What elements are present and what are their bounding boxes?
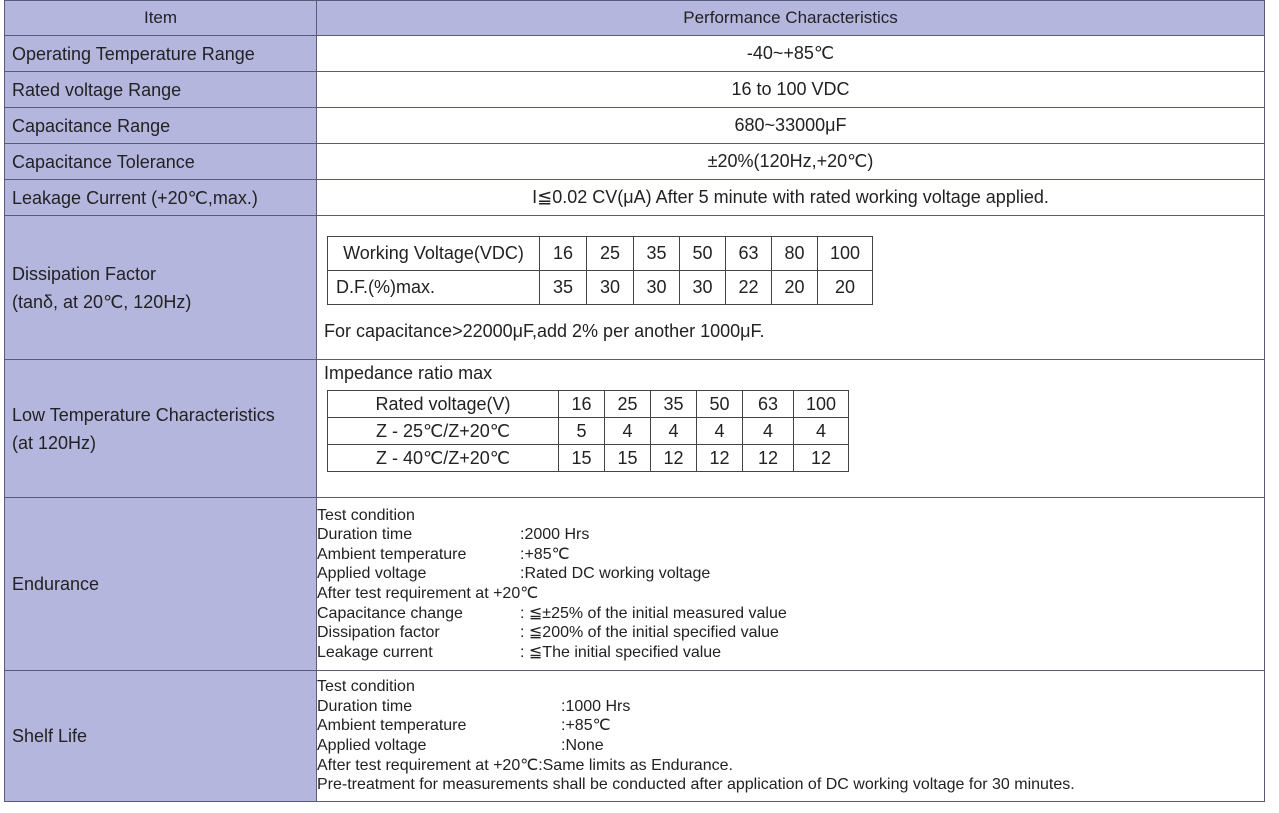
endurance-key: Leakage current bbox=[317, 643, 433, 661]
impedance-cell: 4 bbox=[743, 418, 794, 445]
impedance-cell: 50 bbox=[697, 391, 743, 418]
label-leakage-current: Leakage Current (+20℃,max.) bbox=[5, 180, 317, 216]
impedance-cell: 4 bbox=[794, 418, 849, 445]
impedance-cell: 63 bbox=[743, 391, 794, 418]
row-rated-voltage bbox=[5, 72, 1265, 108]
shelf-line: Test condition bbox=[317, 678, 415, 696]
impedance-cell: 12 bbox=[794, 445, 849, 472]
df-cell: D.F.(%)max. bbox=[328, 270, 540, 304]
impedance-cell: 35 bbox=[651, 391, 697, 418]
label-rated-voltage: Rated voltage Range bbox=[5, 72, 317, 108]
df-cell: 20 bbox=[818, 270, 873, 304]
impedance-cell: Z - 40℃/Z+20℃ bbox=[328, 445, 559, 472]
df-cell: 100 bbox=[818, 236, 873, 270]
impedance-cell: 16 bbox=[559, 391, 605, 418]
endurance-line bbox=[317, 643, 1264, 663]
value-shelf-life bbox=[317, 671, 1265, 802]
impedance-cell: 100 bbox=[794, 391, 849, 418]
label-dissipation-factor-line1: Dissipation Factor bbox=[12, 263, 157, 284]
impedance-voltage-row bbox=[328, 391, 849, 418]
shelf-value: :1000 Hrs bbox=[561, 697, 631, 715]
endurance-line bbox=[317, 623, 1264, 643]
endurance-line bbox=[317, 564, 1264, 584]
df-cell: 30 bbox=[634, 270, 680, 304]
endurance-key: Applied voltage bbox=[317, 565, 427, 583]
df-cell: Working Voltage(VDC) bbox=[328, 236, 540, 270]
df-cell: 35 bbox=[634, 236, 680, 270]
value-rated-voltage: 16 to 100 VDC bbox=[317, 72, 1265, 108]
label-capacitance-range: Capacitance Range bbox=[5, 108, 317, 144]
impedance-cell: 12 bbox=[743, 445, 794, 472]
value-leakage-current: I≦0.02 CV(μA) After 5 minute with rated working voltage applied. bbox=[317, 180, 1265, 216]
shelf-line: After test requirement at +20℃:Same limits as Endurance. bbox=[317, 756, 733, 774]
row-capacitance-tolerance bbox=[5, 144, 1265, 180]
row-shelf-life bbox=[5, 671, 1265, 802]
shelf-key: Duration time bbox=[317, 697, 413, 715]
impedance-title: Impedance ratio max bbox=[324, 363, 493, 383]
df-cell: 63 bbox=[726, 236, 772, 270]
shelf-value: :None bbox=[561, 737, 604, 754]
endurance-key: Duration time bbox=[317, 526, 413, 544]
endurance-value: :Rated DC working voltage bbox=[520, 565, 711, 583]
row-low-temperature bbox=[5, 360, 1265, 498]
df-cell: 50 bbox=[680, 236, 726, 270]
df-cell: 30 bbox=[587, 270, 634, 304]
df-table-voltage-row bbox=[328, 236, 873, 270]
label-capacitance-tolerance: Capacitance Tolerance bbox=[5, 144, 317, 180]
endurance-value: : ≦±25% of the initial measured value bbox=[520, 604, 787, 622]
shelf-line bbox=[317, 736, 1264, 756]
header-item: Item bbox=[5, 1, 317, 36]
impedance-cell: 15 bbox=[559, 445, 605, 472]
impedance-cell: 12 bbox=[651, 445, 697, 472]
endurance-line: After test requirement at +20℃ bbox=[317, 585, 539, 602]
endurance-value: :+85℃ bbox=[520, 545, 570, 563]
endurance-line bbox=[317, 604, 1264, 624]
value-endurance bbox=[317, 498, 1265, 671]
header-performance: Performance Characteristics bbox=[317, 1, 1265, 36]
endurance-key: Ambient temperature bbox=[317, 545, 467, 563]
df-cell: 25 bbox=[587, 236, 634, 270]
endurance-line bbox=[317, 525, 1264, 545]
impedance-cell: Rated voltage(V) bbox=[328, 391, 559, 418]
impedance-cell: 25 bbox=[605, 391, 651, 418]
shelf-value: :+85℃ bbox=[561, 717, 611, 735]
endurance-line bbox=[317, 545, 1264, 565]
shelf-key: Ambient temperature bbox=[317, 717, 467, 735]
value-capacitance-range: 680~33000μF bbox=[317, 108, 1265, 144]
impedance-cell: 5 bbox=[559, 418, 605, 445]
df-cell: 35 bbox=[540, 270, 587, 304]
shelf-key: Applied voltage bbox=[317, 737, 427, 754]
df-cell: 20 bbox=[772, 270, 818, 304]
row-capacitance-range bbox=[5, 108, 1265, 144]
value-low-temperature bbox=[317, 360, 1265, 498]
value-dissipation-factor bbox=[317, 216, 1265, 360]
impedance-cell: 15 bbox=[605, 445, 651, 472]
impedance-cell: 4 bbox=[697, 418, 743, 445]
label-operating-temperature: Operating Temperature Range bbox=[5, 36, 317, 72]
df-cell: 16 bbox=[540, 236, 587, 270]
header-row bbox=[5, 1, 1265, 36]
endurance-value: : ≦200% of the initial specified value bbox=[520, 624, 779, 642]
value-operating-temperature: -40~+85℃ bbox=[317, 36, 1265, 72]
label-low-temperature bbox=[5, 360, 317, 498]
endurance-value: :2000 Hrs bbox=[520, 526, 590, 544]
spec-table bbox=[4, 0, 1265, 802]
row-leakage-current bbox=[5, 180, 1265, 216]
impedance-cell: 12 bbox=[697, 445, 743, 472]
label-low-temperature-line1: Low Temperature Characteristics bbox=[12, 404, 275, 425]
label-endurance: Endurance bbox=[5, 498, 317, 671]
impedance-z40-row bbox=[328, 445, 849, 472]
row-endurance bbox=[5, 498, 1265, 671]
label-dissipation-factor-line2: (tanδ, at 20℃, 120Hz) bbox=[12, 291, 192, 312]
df-table-df-row bbox=[328, 270, 873, 304]
label-dissipation-factor bbox=[5, 216, 317, 360]
row-operating-temperature bbox=[5, 36, 1265, 72]
row-dissipation-factor bbox=[5, 216, 1265, 360]
df-table bbox=[327, 236, 873, 305]
endurance-key: Dissipation factor bbox=[317, 624, 440, 642]
df-cell: 30 bbox=[680, 270, 726, 304]
shelf-line: Pre-treatment for measurements shall be conducted after application of DC working voltage for 30 minutes. bbox=[317, 776, 1075, 794]
impedance-table bbox=[327, 390, 849, 472]
label-low-temperature-line2: (at 120Hz) bbox=[12, 432, 97, 453]
endurance-value: : ≦The initial specified value bbox=[520, 643, 722, 661]
impedance-cell: 4 bbox=[651, 418, 697, 445]
label-shelf-life: Shelf Life bbox=[5, 671, 317, 802]
impedance-cell: Z - 25℃/Z+20℃ bbox=[328, 418, 559, 445]
value-capacitance-tolerance: ±20%(120Hz,+20℃) bbox=[317, 144, 1265, 180]
endurance-key: Capacitance change bbox=[317, 604, 463, 622]
impedance-cell: 4 bbox=[605, 418, 651, 445]
impedance-z25-row bbox=[328, 418, 849, 445]
df-note: For capacitance>22000μF,add 2% per another 1000μF. bbox=[324, 320, 765, 341]
shelf-line bbox=[317, 716, 1264, 736]
shelf-line bbox=[317, 697, 1264, 717]
df-cell: 22 bbox=[726, 270, 772, 304]
endurance-line: Test condition bbox=[317, 506, 415, 524]
df-cell: 80 bbox=[772, 236, 818, 270]
